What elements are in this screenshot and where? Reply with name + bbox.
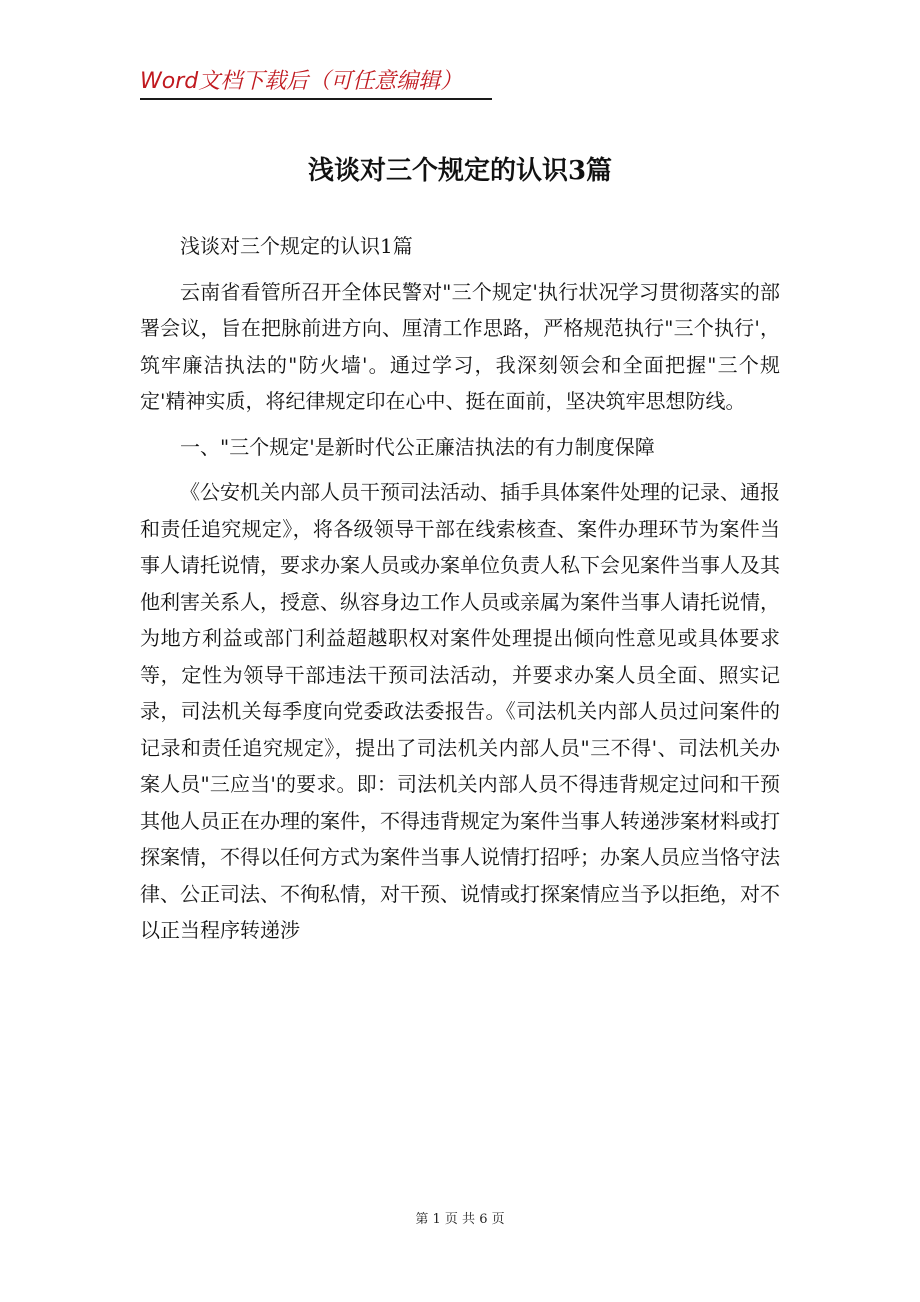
page-number: 第 1 页 共 6 页: [415, 1212, 505, 1227]
paragraph: 《公安机关内部人员干预司法活动、插手具体案件处理的记录、通报和责任追究规定》，将各级领导干部在线索核查、案件办理环节为案件当事人请托说情，要求办案人员或办案单位负责人私下会见案件当事人及其他利害关系人，授意、纵容身边工作人员或亲属为案件当事人请托说情，为地方利益或部门利益超越职权对案件处理提出倾向性意见或具体要求等，定性为领导干部违法干预司法活动，并要求办案人员全面、照实记录，司法机关每季度向党委政法委报告。《司法机关内部人员过问案件的记录和责任追究规定》，提出了司法机关内部人员"三不得'、司法机关办案人员"三应当'的要求。即：司法机关内部人员不得违背规定过问和干预其他人员正在办理的案件，不得违背规定为案件当事人转递涉案材料或打探案情，不得以任何方式为案件当事人说情打招呼；办案人员应当恪守法律、公正司法、不徇私情，对干预、说情或打探案情应当予以拒绝，对不以正当程序转递涉: [140, 480, 780, 942]
paragraph: 云南省看管所召开全体民警对"三个规定'执行状况学习贯彻落实的部署会议，旨在把脉前进方向、厘清工作思路，严格规范执行"三个执行'，筑牢廉洁执法的"防火墙'。通过学习，我深刻领会和全面把握"三个规定'精神实质，将纪律规定印在心中、挺在面前，坚决筑牢思想防线。: [140, 279, 780, 413]
header-banner-text: Word文档下载后（可任意编辑）: [140, 69, 463, 94]
header-banner: [140, 62, 492, 100]
subsection-heading: 一、"三个规定'是新时代公正廉洁执法的有力制度保障: [180, 434, 655, 459]
document-body: [140, 228, 780, 958]
section-heading: 浅谈对三个规定的认识1篇: [180, 234, 413, 258]
document-title: 浅谈对三个规定的认识3篇: [307, 156, 613, 186]
